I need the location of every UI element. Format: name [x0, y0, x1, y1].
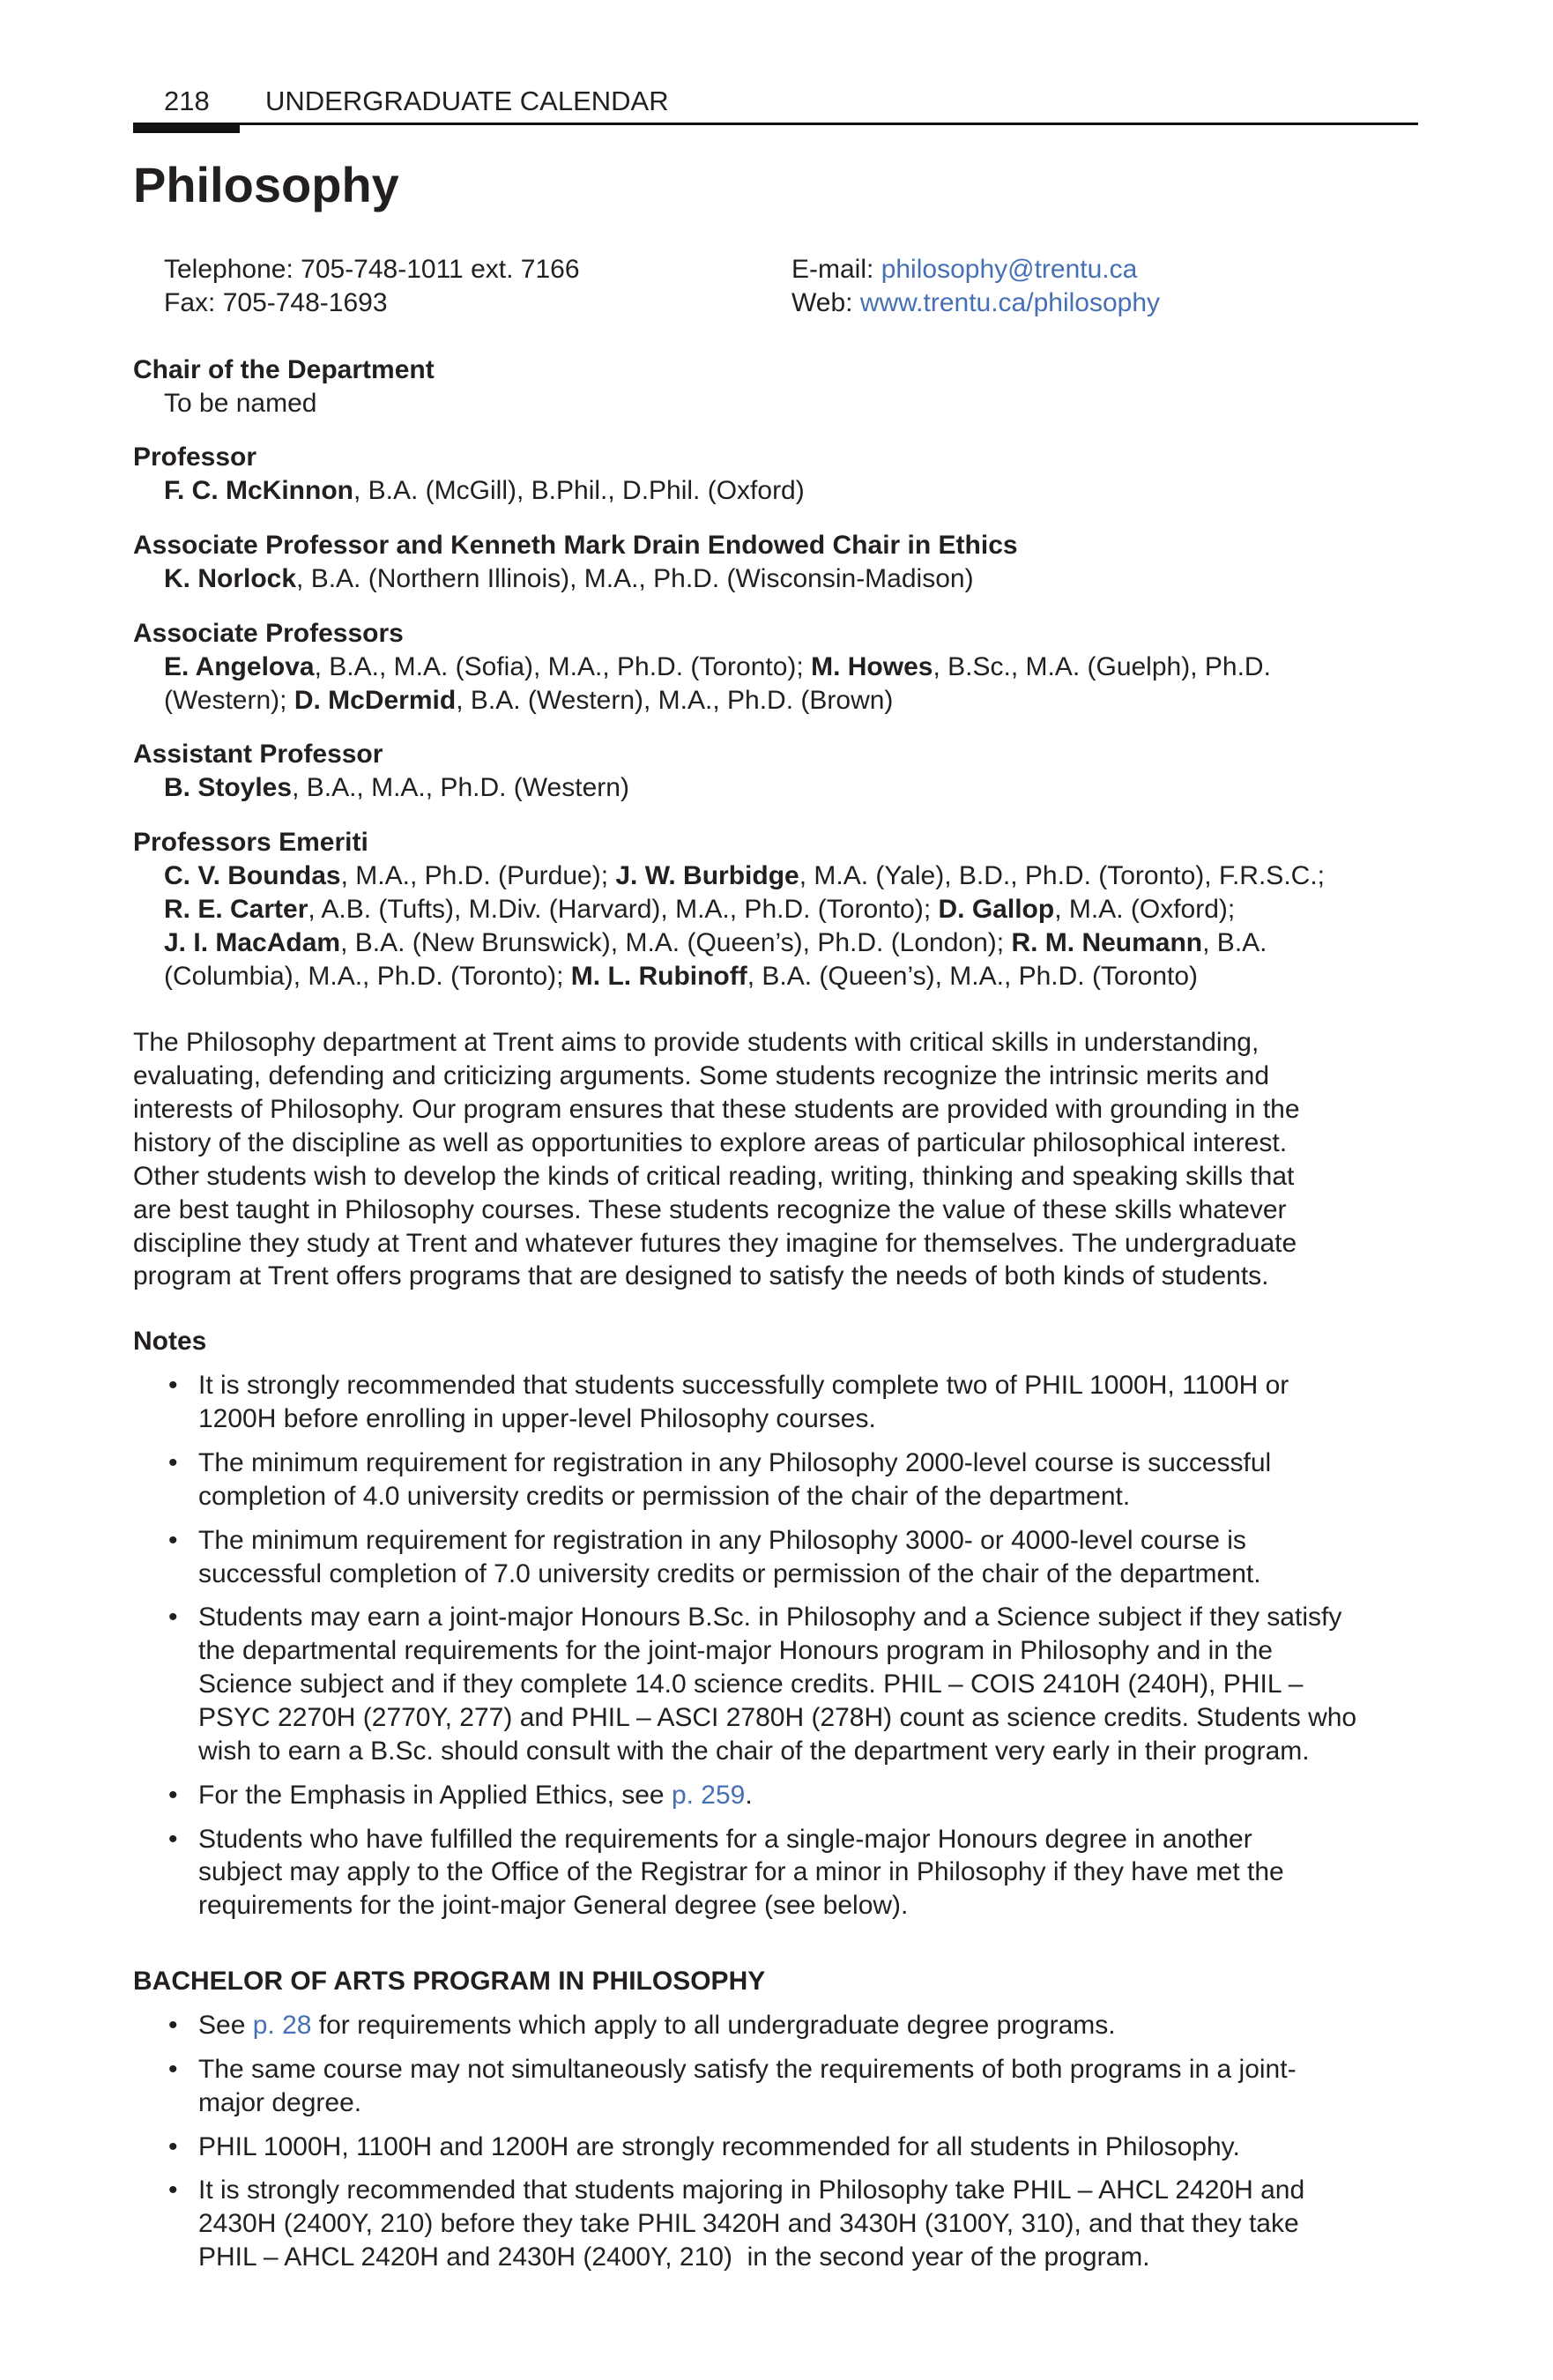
list-line: subject may apply to the Office of the Registrar for a minor in Philosophy if they have met the [198, 1857, 1284, 1887]
line-text: , M.A., Ph.D. (Purdue); [340, 861, 616, 891]
page-link[interactable]: p. 28 [252, 2010, 312, 2040]
list-line: It is strongly recommended that students majoring in Philosophy take PHIL – AHCL 2420H and [198, 2175, 1305, 2205]
faculty-section [133, 441, 1473, 508]
notes-heading: Notes [133, 1327, 207, 1357]
line-text: , B.Sc., M.A. (Guelph), Ph.D. [933, 651, 1271, 681]
notes-list [133, 1369, 1473, 1923]
bullet-icon [168, 1369, 178, 1402]
line-text: , B.A. (New Brunswick), M.A. (Queen’s), Ph.D. (London); [340, 927, 1012, 957]
list-line: PHIL 1000H, 1100H and 1200H are strongly recommended for all students in Philosophy. [198, 2131, 1240, 2161]
faculty-line [133, 859, 1473, 893]
intro-line: are best taught in Philosophy courses. These students recognize the value of these skills whatever [133, 1194, 1287, 1224]
contact-block [133, 253, 1473, 320]
email-label: E-mail: [791, 255, 874, 284]
telephone-label: Telephone: [164, 255, 294, 284]
telephone-row [164, 253, 791, 286]
list-line: completion of 4.0 university credits or permission of the chair of the department. [198, 1481, 1131, 1511]
list-line [198, 1779, 1473, 1812]
header-rule-bar [133, 123, 240, 133]
line-text: For the Emphasis in Applied Ethics, see [198, 1780, 672, 1810]
list-line: 2430H (2400Y, 210) before they take PHIL 3420H and 3430H (3100Y, 310), and that they take [198, 2209, 1299, 2239]
ba-requirements-list [133, 2009, 1473, 2274]
contact-online-column [791, 253, 1160, 320]
faculty-name: C. V. Boundas [164, 861, 341, 891]
faculty-section [133, 617, 1473, 718]
faculty-name: D. Gallop [938, 894, 1055, 924]
fax-row [164, 286, 791, 320]
faculty-line [133, 926, 1473, 960]
running-title: UNDERGRADUATE CALENDAR [265, 86, 669, 116]
faculty-heading: Associate Professor and Kenneth Mark Drain Endowed Chair in Ethics [133, 531, 1018, 561]
line-text: , B.A., M.A. (Sofia), M.A., Ph.D. (Toronto); [314, 651, 812, 681]
faculty-name: M. Howes [811, 651, 933, 681]
line-text: , B.A. (Western), M.A., Ph.D. (Brown) [456, 685, 894, 715]
requirement-item [133, 2053, 1473, 2120]
note-item [133, 1779, 1473, 1812]
list-line: PSYC 2270H (2770Y, 277) and PHIL – ASCI 2780H (278H) count as science credits. Students who [198, 1702, 1357, 1732]
faculty-name: M. L. Rubinoff [570, 961, 747, 991]
faculty-line [133, 562, 1473, 596]
faculty-name: K. Norlock [164, 564, 297, 594]
web-row [791, 286, 1160, 320]
list-line: 1200H before enrolling in upper-level Philosophy courses. [198, 1404, 876, 1434]
requirement-item [133, 2131, 1473, 2164]
faculty-name: R. M. Neumann [1011, 927, 1203, 957]
telephone-number: 705-748-1011 ext. 7166 [301, 255, 580, 284]
note-item [133, 1601, 1473, 1767]
list-line: wish to earn a B.Sc. should consult with the chair of the department very early in their program. [198, 1736, 1310, 1766]
line-text: , A.B. (Tufts), M.Div. (Harvard), M.A., Ph.D. (Toronto); [308, 894, 939, 924]
line-text: To be named [164, 388, 317, 418]
web-link[interactable]: www.trentu.ca/philosophy [859, 287, 1161, 317]
intro-line: evaluating, defending and criticizing arguments. Some students recognize the intrinsic merits and [133, 1061, 1270, 1091]
page-link[interactable]: p. 259 [671, 1780, 746, 1810]
bullet-icon [168, 1447, 178, 1480]
faculty-name: J. W. Burbidge [615, 861, 799, 891]
page-content [133, 253, 1473, 2274]
list-line: successful completion of 7.0 university credits or permission of the chair of the department. [198, 1558, 1261, 1588]
bullet-icon [168, 2174, 178, 2207]
faculty-heading: Chair of the Department [133, 354, 435, 384]
list-line: Students may earn a joint-major Honours B.Sc. in Philosophy and a Science subject if they satisfy [198, 1603, 1342, 1633]
faculty-line [133, 651, 1473, 684]
line-text: , M.A. (Oxford); [1054, 894, 1236, 924]
line-text: , B.A. (McGill), B.Phil., D.Phil. (Oxford) [353, 476, 805, 506]
list-line [198, 2009, 1473, 2042]
faculty-heading: Assistant Professor [133, 740, 383, 770]
line-text: , B.A. (Queen’s), M.A., Ph.D. (Toronto) [747, 961, 1199, 991]
note-item [133, 1369, 1473, 1436]
bullet-icon [168, 2053, 178, 2086]
bullet-icon [168, 1601, 178, 1634]
faculty-heading: Associate Professors [133, 618, 404, 648]
list-line: requirements for the joint-major General degree (see below). [198, 1891, 909, 1921]
note-item [133, 1823, 1473, 1923]
faculty-line [133, 960, 1473, 993]
list-line: The same course may not simultaneously satisfy the requirements of both programs in a joint- [198, 2054, 1297, 2084]
line-text: , M.A. (Yale), B.D., Ph.D. (Toronto), F.R.S.C.; [799, 861, 1325, 891]
faculty-line [133, 684, 1473, 718]
faculty-heading: Professors Emeriti [133, 828, 368, 858]
faculty-line [133, 474, 1473, 508]
bullet-icon [168, 1779, 178, 1812]
page-number: 218 [164, 86, 210, 116]
faculty-name: D. McDermid [294, 685, 457, 715]
note-item [133, 1524, 1473, 1591]
faculty-name: R. E. Carter [164, 894, 308, 924]
line-text: for requirements which apply to all undergraduate degree programs. [311, 2010, 1116, 2040]
email-row [791, 253, 1160, 286]
header-rule [133, 123, 1418, 125]
faculty-name: J. I. MacAdam [164, 927, 341, 957]
bullet-icon [168, 2009, 178, 2042]
faculty-heading: Professor [133, 443, 257, 472]
list-line: PHIL – AHCL 2420H and 2430H (2400Y, 210) in the second year of the program. [198, 2242, 1150, 2272]
faculty-name: E. Angelova [164, 651, 315, 681]
list-line: Science subject and if they complete 14.0 science credits. PHIL – COIS 2410H (240H), PHIL – [198, 1670, 1304, 1699]
web-label: Web: [791, 287, 853, 317]
ba-program-heading: BACHELOR OF ARTS PROGRAM IN PHILOSOPHY [133, 1967, 766, 1997]
list-line: major degree. [198, 2087, 362, 2117]
faculty-section [133, 529, 1473, 596]
page-title: Philosophy [133, 157, 399, 212]
email-link[interactable]: philosophy@trentu.ca [881, 255, 1138, 284]
intro-line: Other students wish to develop the kinds of critical reading, writing, thinking and speaking skills that [133, 1161, 1295, 1191]
requirement-item [133, 2174, 1473, 2274]
line-text: (Western); [164, 685, 294, 715]
intro-paragraph [133, 1026, 1473, 1293]
list-line: The minimum requirement for registration in any Philosophy 2000-level course is successful [198, 1447, 1272, 1477]
requirement-item [133, 2009, 1473, 2042]
faculty-line [133, 771, 1473, 805]
list-line: The minimum requirement for registration in any Philosophy 3000- or 4000-level course is [198, 1525, 1246, 1555]
intro-line: The Philosophy department at Trent aims to provide students with critical skills in understanding, [133, 1028, 1259, 1058]
line-text: , B.A. [1202, 927, 1267, 957]
faculty-name: F. C. McKinnon [164, 476, 353, 506]
intro-line: interests of Philosophy. Our program ensures that these students are provided with grounding in the [133, 1095, 1300, 1125]
intro-line: program at Trent offers programs that are designed to satisfy the needs of both kinds of students. [133, 1261, 1269, 1291]
intro-line: discipline they study at Trent and whatever futures they imagine for themselves. The undergraduate [133, 1228, 1297, 1258]
line-text: (Columbia), M.A., Ph.D. (Toronto); [164, 961, 571, 991]
line-text: . [745, 1780, 753, 1810]
note-item [133, 1447, 1473, 1514]
faculty-section [133, 738, 1473, 805]
list-line: Students who have fulfilled the requirements for a single-major Honours degree in another [198, 1824, 1252, 1854]
fax-label: Fax: [164, 287, 216, 317]
contact-phone-column [164, 253, 791, 320]
faculty-name: B. Stoyles [164, 773, 293, 803]
bullet-icon [168, 1823, 178, 1856]
intro-line: history of the discipline as well as opportunities to explore areas of particular philosophical interest. [133, 1128, 1288, 1158]
list-line: It is strongly recommended that students successfully complete two of PHIL 1000H, 1100H or [198, 1371, 1289, 1401]
line-text: , B.A. (Northern Illinois), M.A., Ph.D. (Wisconsin-Madison) [296, 564, 974, 594]
bullet-icon [168, 2131, 178, 2164]
line-text: , B.A., M.A., Ph.D. (Western) [292, 773, 629, 803]
faculty-line [133, 893, 1473, 926]
line-text: See [198, 2010, 253, 2040]
fax-number: 705-748-1693 [222, 287, 388, 317]
faculty-section [133, 826, 1473, 993]
faculty-section [133, 353, 1473, 420]
list-line: the departmental requirements for the joint-major Honours program in Philosophy and in the [198, 1636, 1273, 1666]
bullet-icon [168, 1524, 178, 1558]
faculty-line [133, 387, 1473, 420]
faculty-list [133, 353, 1473, 993]
